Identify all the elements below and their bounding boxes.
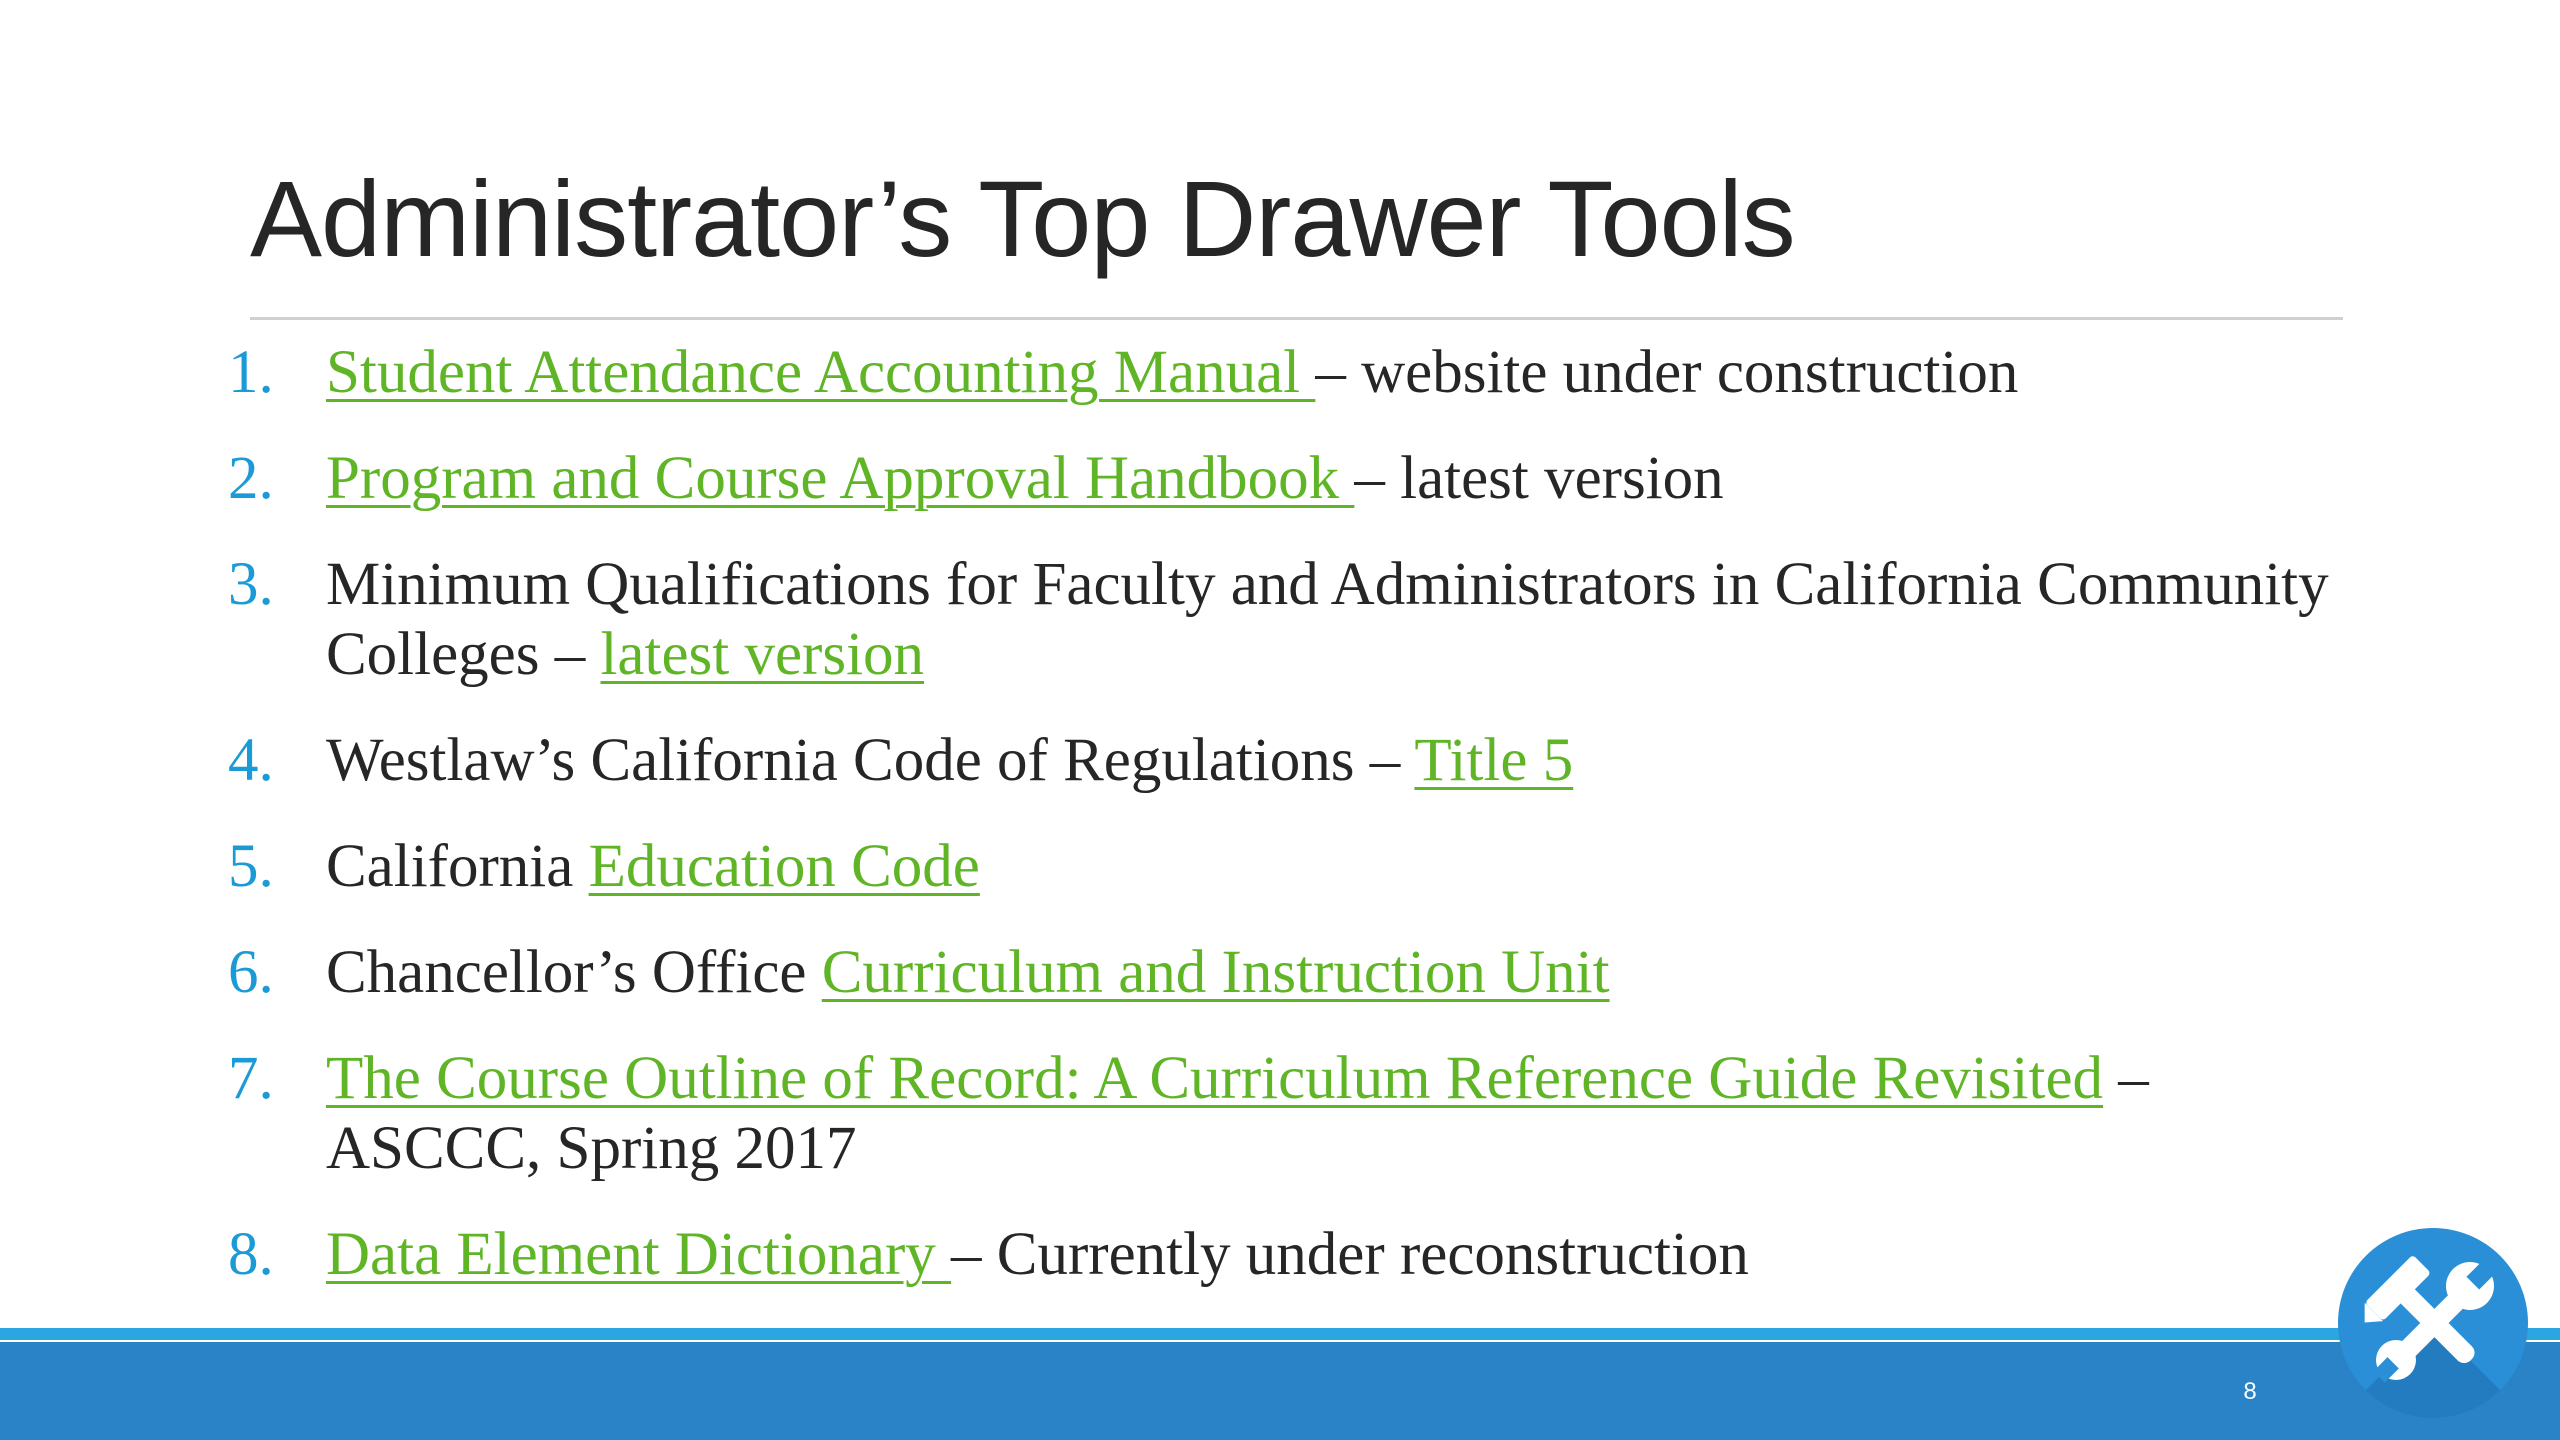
list-item	[220, 832, 2350, 902]
slide-title: Administrator’s Top Drawer Tools	[250, 158, 1795, 279]
item-number: 7.	[228, 1045, 274, 1112]
item-text: Westlaw’s California Code of Regulations –	[326, 727, 1415, 794]
link-title-5[interactable]: Title 5	[1414, 727, 1574, 794]
page-number: 8	[2243, 1378, 2257, 1405]
link-curriculum-instruction-unit[interactable]: Curriculum and Instruction Unit	[821, 939, 1610, 1006]
link-data-element-dictionary[interactable]: Data Element Dictionary	[326, 1221, 952, 1288]
title-divider	[250, 317, 2343, 320]
footer-band	[0, 1342, 2560, 1440]
link-course-outline-of-record[interactable]: The Course Outline of Record: A Curriculum Reference Guide Revisited	[326, 1045, 2104, 1112]
item-text: – ASCCC, Spring 2017	[326, 1045, 2149, 1182]
item-text: – website under construction	[1315, 339, 2019, 406]
item-number: 5.	[228, 833, 274, 900]
list-item	[220, 444, 2350, 514]
item-number: 3.	[228, 551, 274, 618]
item-text: Minimum Qualifications for Faculty and Administrators in California Community Colleges –	[326, 551, 2329, 688]
item-text: – latest version	[1354, 445, 1724, 512]
item-text: California	[326, 833, 589, 900]
list-item	[220, 338, 2350, 408]
tools-list	[220, 338, 2350, 1326]
link-program-course-approval-handbook[interactable]: Program and Course Approval Handbook	[326, 445, 1355, 512]
list-item	[220, 726, 2350, 796]
list-item	[220, 550, 2350, 690]
hammer-wrench-icon	[2338, 1228, 2528, 1418]
item-number: 8.	[228, 1221, 274, 1288]
item-number: 2.	[228, 445, 274, 512]
item-text: – Currently under reconstruction	[951, 1221, 1749, 1288]
tools-badge	[2338, 1228, 2528, 1418]
link-education-code[interactable]: Education Code	[588, 833, 980, 900]
link-student-attendance-accounting-manual[interactable]: Student Attendance Accounting Manual	[326, 339, 1316, 406]
list-item	[220, 1044, 2350, 1184]
footer-accent-line	[0, 1328, 2560, 1340]
item-number: 4.	[228, 727, 274, 794]
list-item	[220, 1220, 2350, 1290]
link-latest-version[interactable]: latest version	[600, 621, 925, 688]
item-number: 6.	[228, 939, 274, 1006]
item-text: Chancellor’s Office	[326, 939, 822, 1006]
list-item	[220, 938, 2350, 1008]
item-number: 1.	[228, 339, 274, 406]
